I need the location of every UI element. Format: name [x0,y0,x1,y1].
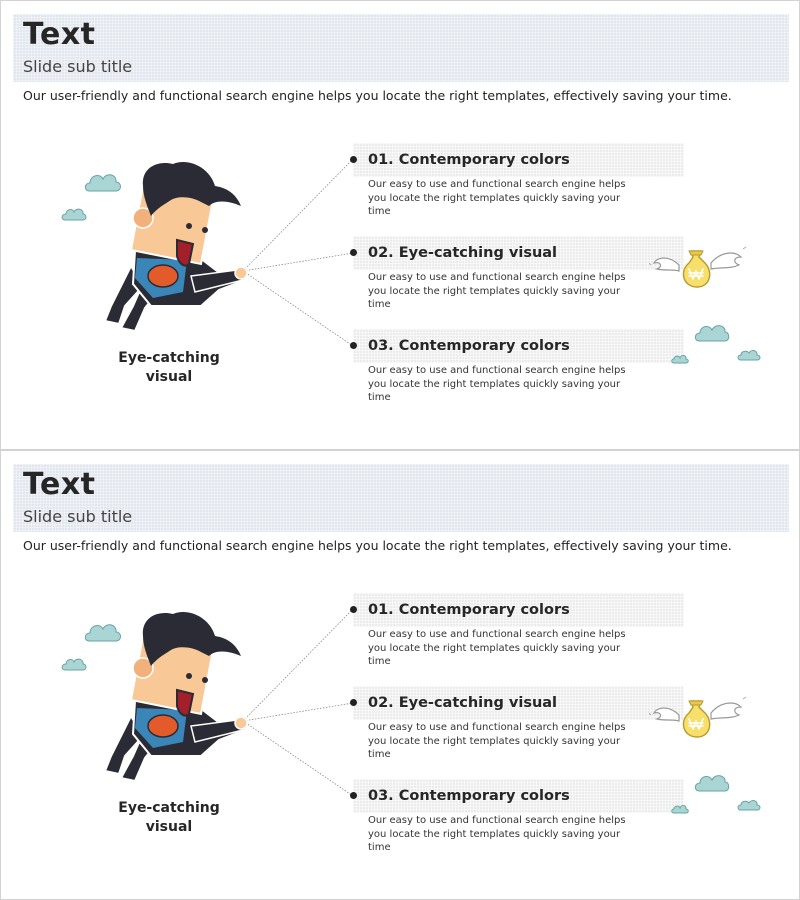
caption-line-2: visual [145,819,193,835]
cloud-icon [671,353,689,365]
caption-line-1: Eye-catching [118,350,220,366]
slide-title: Text [23,17,96,52]
item-description: Our easy to use and functional search engine helps you locate the right templates quickly saving your time [368,272,626,311]
list-item-3 [353,779,693,859]
cloud-icon [693,769,731,795]
bullet-dot [350,606,357,613]
winged-money-bag-icon [649,237,749,297]
bullet-dot [350,156,357,163]
cloud-icon [737,347,761,363]
caption-line-1: Eye-catching [118,800,220,816]
item-title: 02. Eye-catching visual [368,245,558,261]
intro-text: Our user-friendly and functional search engine helps you locate the right templates, effectively saving your time. [23,88,732,103]
item-description: Our easy to use and functional search engine helps you locate the right templates quickly saving your time [368,815,626,854]
cloud-icon [61,655,87,673]
bullet-dot [350,249,357,256]
bullet-dot [350,792,357,799]
item-title: 01. Contemporary colors [368,152,570,168]
character-caption [94,349,244,387]
slide-2 [0,450,800,900]
item-title: 03. Contemporary colors [368,788,570,804]
flying-businessman-icon [91,606,271,791]
slide-subtitle: Slide sub title [23,507,133,526]
bullet-dot [350,699,357,706]
bullet-dot [350,342,357,349]
cloud-icon [693,319,731,345]
item-title: 01. Contemporary colors [368,602,570,618]
item-title: 03. Contemporary colors [368,338,570,354]
character-caption [94,799,244,837]
cloud-icon [671,803,689,815]
intro-text: Our user-friendly and functional search engine helps you locate the right templates, effectively saving your time. [23,538,732,553]
item-description: Our easy to use and functional search engine helps you locate the right templates quickly saving your time [368,179,626,218]
item-description: Our easy to use and functional search engine helps you locate the right templates quickly saving your time [368,365,626,404]
list-item-2 [353,236,693,316]
item-title: 02. Eye-catching visual [368,695,558,711]
winged-money-bag-icon [649,687,749,747]
flying-businessman-icon [91,156,271,341]
list-item-1 [353,143,693,223]
list-item-2 [353,686,693,766]
list-item-3 [353,329,693,409]
slide-title: Text [23,467,96,502]
cloud-icon [61,205,87,223]
slide-subtitle: Slide sub title [23,57,133,76]
list-item-1 [353,593,693,673]
item-description: Our easy to use and functional search engine helps you locate the right templates quickly saving your time [368,722,626,761]
caption-line-2: visual [145,369,193,385]
item-description: Our easy to use and functional search engine helps you locate the right templates quickly saving your time [368,629,626,668]
cloud-icon [737,797,761,813]
